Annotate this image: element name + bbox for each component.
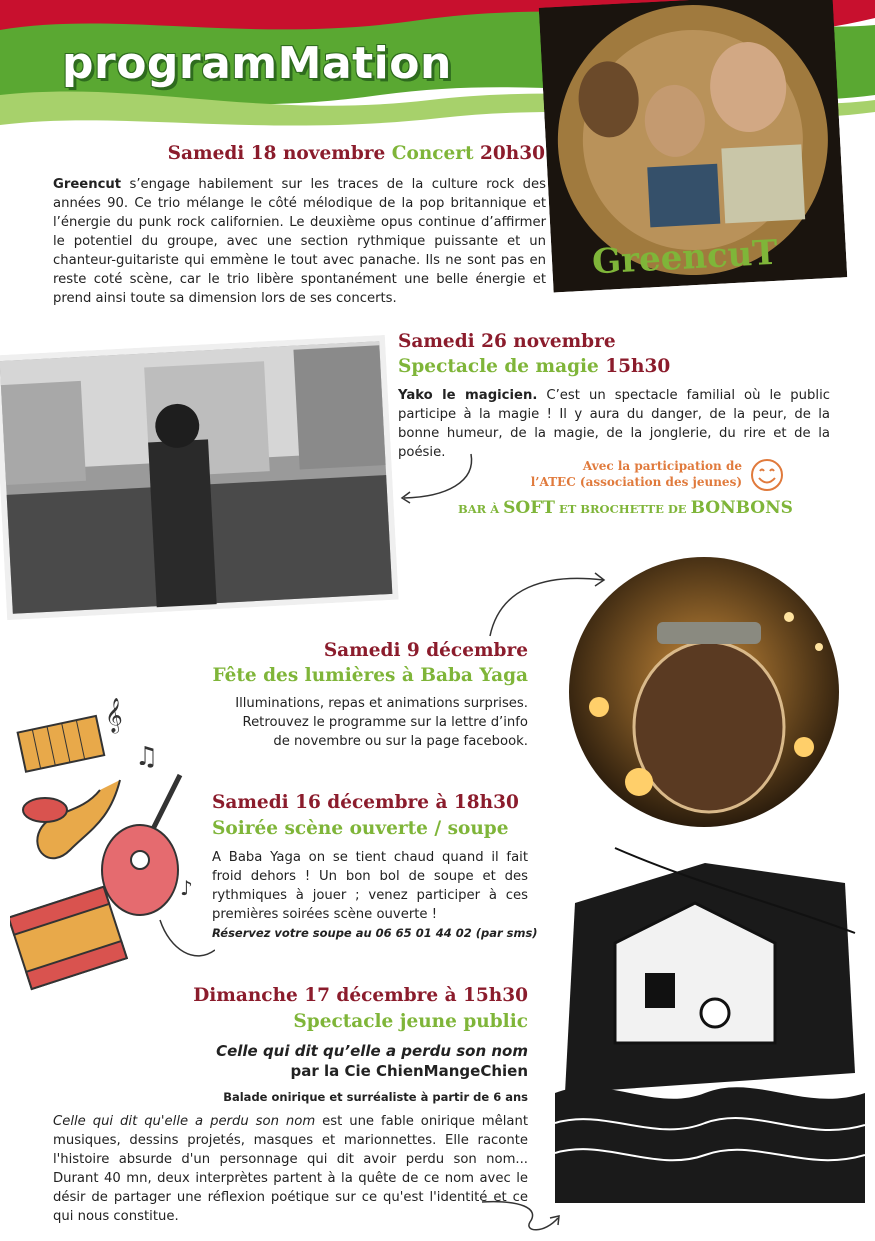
page-title: programMation (62, 38, 452, 89)
event-5-show-title: Celle qui dit qu’elle a perdu son nom (216, 1042, 528, 1060)
event-5-type: Spectacle jeune public (293, 1011, 528, 1032)
event-3-line: de novembre ou sur la page facebook. (273, 734, 528, 749)
event-2-time: 15h30 (605, 356, 671, 377)
bar-middle: ET BROCHETTE DE (554, 502, 691, 516)
event-2-type: Spectacle de magie (398, 356, 599, 377)
event-4-date: Samedi 16 décembre à 18h30 (212, 792, 519, 813)
event-2-date: Samedi 26 novembre (398, 331, 616, 352)
partner-line-1: Avec la participation de (582, 459, 742, 473)
woodcut-illustration (555, 843, 865, 1203)
lights-jar-photo (569, 557, 839, 827)
event-2-lead: Yako le magicien. (398, 388, 538, 403)
band-photo (539, 0, 848, 292)
event-1-lead: Greencut (53, 177, 122, 192)
bar-soft: SOFT (503, 498, 555, 518)
bar-prefix: BAR À (458, 502, 504, 516)
event-3-line: Illuminations, repas et animations surprises. (235, 696, 528, 711)
bar-note (458, 498, 793, 518)
event-1-heading (150, 143, 545, 164)
event-1-date: Samedi 18 novembre (167, 143, 386, 164)
event-4-description: A Baba Yaga on se tient chaud quand il fait froid dehors ! Un bon bol de soupe et des rythmiques à jouer ; venez participer à ces premières soirées scène ouverte ! (212, 850, 528, 922)
instruments-illustration (10, 680, 215, 1020)
event-5-date: Dimanche 17 décembre à 15h30 (193, 985, 528, 1006)
event-2-body: C’est un spectacle familial où le public participe à la magie ! Il y aura du danger, de la peur, de la bonne humeur, de la magie, de la jonglerie, du rire et de la poésie. (398, 388, 830, 460)
event-2-heading (398, 356, 670, 377)
curved-arrow-icon (480, 1190, 570, 1238)
curved-arrow-icon (396, 452, 478, 504)
event-3-date: Samedi 9 décembre (323, 640, 528, 661)
event-4-reservation-note: Réservez votre soupe au 06 65 01 44 02 (par sms) (212, 926, 538, 940)
event-5-body-title: Celle qui dit qu'elle a perdu son nom (53, 1114, 316, 1129)
treble-clef-icon: 𝄞 (105, 698, 123, 733)
music-note-icon: ♫ (135, 742, 159, 772)
event-1-description (53, 175, 546, 308)
partner-line-2: l’ATEC (association des jeunes) (530, 475, 742, 489)
event-5-description (53, 1112, 528, 1226)
event-1-type: Concert (391, 143, 474, 164)
event-1-time: 20h30 (480, 143, 545, 164)
event-4-type: Soirée scène ouverte / soupe (212, 818, 509, 839)
event-3-type: Fête des lumières à Baba Yaga (212, 665, 528, 686)
event-3-description (200, 694, 528, 751)
bar-bonbons: BONBONS (690, 498, 793, 518)
smiley-icon (750, 458, 784, 492)
event-2-description (398, 386, 830, 462)
event-3-line: Retrouvez le programme sur la lettre d’info (242, 715, 528, 730)
event-5-body: est une fable onirique mêlant musiques, dessins projetés, masques et marionnettes. Elle raconte l'histoire absurde d'un personnage qui dit avoir perdu son nom... Durant 40 mn, deux interprètes partent à la quête de ce nom avec le désir de partager une réflexion poétique sur ce qu'est l'identité et ce qui nous constitue. (53, 1114, 528, 1224)
music-note-icon: ♪ (180, 876, 193, 900)
event-5-company: par la Cie ChienMangeChien (290, 1062, 528, 1080)
partner-note (470, 458, 742, 490)
event-5-subtitle: Balade onirique et surréaliste à partir de 6 ans (223, 1090, 528, 1104)
band-name-label: GreencuT (591, 232, 779, 283)
event-1-body: s’engage habilement sur les traces de la culture rock des années 90. Ce trio mélange le côté mélodique de la pop britannique et l’énergie du punk rock californien. Le deuxième opus continue d’affirmer le potentiel du groupe, avec une section rythmique puissante et un chanteur-guitariste qui emmène le tout avec panache. Ils ne sont pas en reste coté scène, car le trio libère spontanément une belle énergie et prend ainsi toute sa dimension lors de ses concerts. (53, 177, 546, 306)
magician-photo (0, 335, 399, 620)
